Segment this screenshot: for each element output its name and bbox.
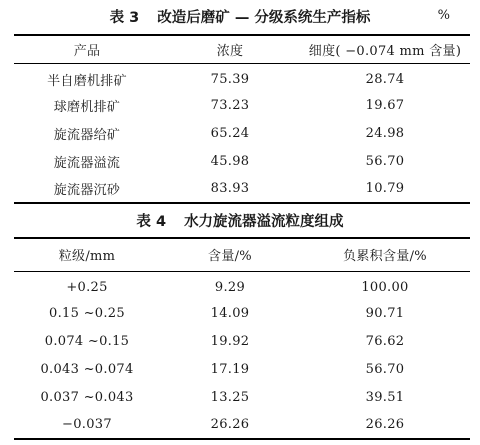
table4-caption-title: 水力旋流器溢流粒度组成 [184,214,344,230]
table4-cell-size: 0.037 ~0.043 [40,389,134,405]
table3-cell-fineness: 56.70 [365,153,405,169]
table3-cell-concentration: 73.23 [210,97,250,113]
table-row [14,63,470,91]
table3-unit: % [437,8,450,23]
table-row [14,299,470,327]
table3-cell-fineness: 24.98 [365,125,405,141]
table3-cell-product: 球磨机排矿 [53,99,121,115]
table3-caption-number: 表 3 [109,10,140,26]
table3-cell-product: 旋流器给矿 [53,127,121,143]
table4-cell-size: −0.037 [14,411,160,439]
table4-cell-size: +0.25 [66,279,108,295]
table-row [14,175,470,203]
table3-cell-concentration: 65.24 [210,125,250,141]
table3 [14,34,470,204]
table4-cell-content: 19.92 [210,333,250,349]
table3-cell-product: 半自磨机排矿 [47,73,127,89]
table4-caption-number: 表 4 [136,214,167,230]
table3-cell-concentration: 45.98 [210,153,250,169]
table-row [14,355,470,383]
table4-cell-size: 0.043 ~0.074 [40,361,134,377]
table4-cell-cumulative: 76.62 [365,333,405,349]
table3-caption [0,6,480,27]
table4 [14,237,470,440]
table3-cell-product: 旋流器沉砂 [14,175,160,203]
table3-cell-fineness: 19.67 [365,97,405,113]
table4-cell-content: 26.26 [160,411,300,439]
table4-caption [0,210,480,231]
table3-cell-concentration: 75.39 [210,71,250,87]
table4-cell-cumulative: 39.51 [365,389,405,405]
table4-cell-content: 13.25 [210,389,250,405]
table-row [14,411,470,439]
table4-header-size: 粒级/mm [14,238,160,271]
table-row [14,91,470,119]
table-row [14,383,470,411]
table4-cell-cumulative: 26.26 [300,411,470,439]
table4-cell-cumulative: 90.71 [365,305,405,321]
table4-cell-cumulative: 56.70 [365,361,405,377]
table4-header-cumulative: 负累积含量/% [300,238,470,271]
table3-header-product: 产品 [14,35,160,63]
table4-cell-content: 9.29 [214,279,246,295]
table4-cell-size: 0.15 ~0.25 [49,305,125,321]
table3-cell-product: 旋流器溢流 [53,155,121,171]
table-row [14,327,470,355]
table4-cell-content: 17.19 [210,361,250,377]
table4-header-content: 含量/% [160,238,300,271]
table4-cell-cumulative: 100.00 [361,279,409,295]
table3-cell-fineness: 10.79 [300,175,470,203]
table-row [14,271,470,299]
table4-cell-size: 0.074 ~0.15 [44,333,130,349]
table3-header-fineness: 细度( −0.074 mm 含量) [300,35,470,63]
table3-header-concentration: 浓度 [160,35,300,63]
table-row [14,119,470,147]
table-row [14,147,470,175]
table3-header-row [14,35,470,63]
table3-cell-fineness: 28.74 [365,71,405,87]
table4-header-row [14,238,470,271]
table4-cell-content: 14.09 [210,305,250,321]
table3-cell-concentration: 83.93 [160,175,300,203]
table3-caption-title: 改造后磨矿 — 分级系统生产指标 [157,10,371,26]
